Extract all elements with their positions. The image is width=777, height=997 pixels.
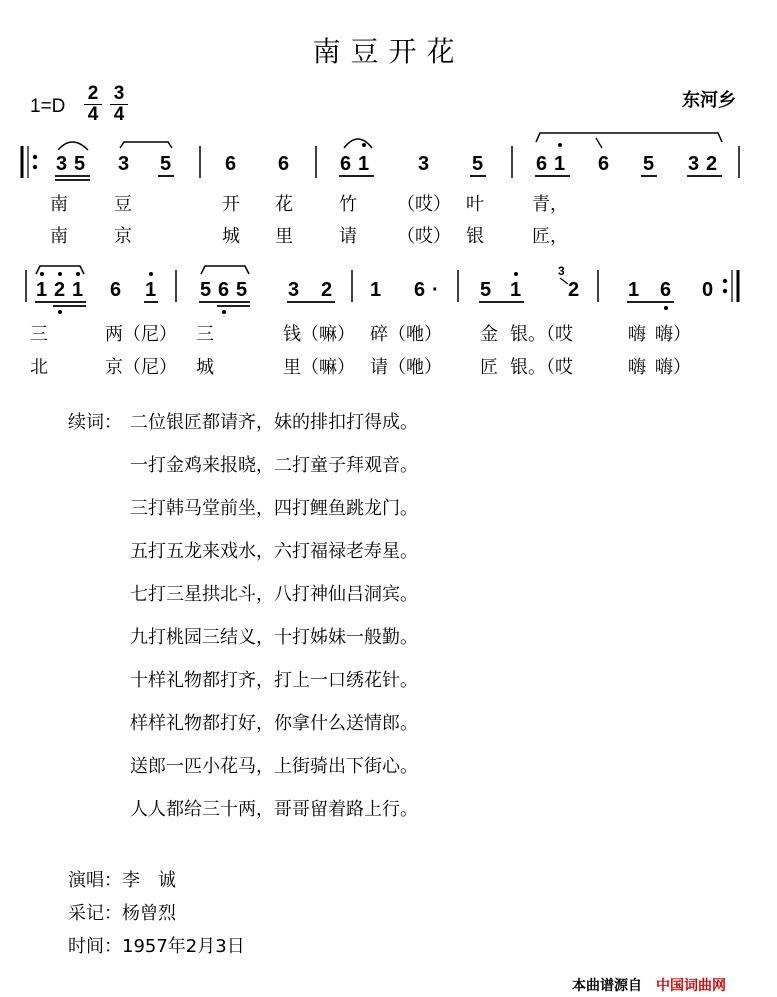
note: 1 — [628, 279, 640, 301]
page-title: 南豆开花 — [312, 35, 465, 68]
note: 5 — [200, 279, 212, 301]
lyric: （哎） — [397, 194, 451, 215]
octave-dot — [514, 272, 518, 276]
note: 6 — [110, 279, 122, 301]
note: 5 — [236, 279, 248, 301]
note: 1 — [510, 279, 522, 301]
lyric: 豆 — [114, 194, 132, 215]
note: 3 — [288, 279, 300, 301]
lyric: 金 — [480, 324, 498, 345]
region-label: 东河乡 — [682, 90, 736, 111]
note: 1 — [36, 279, 48, 301]
lyric: 两（尼） — [105, 324, 177, 345]
slur — [58, 142, 88, 150]
credit-label: 演唱： — [68, 870, 122, 891]
lyric: 匠， — [532, 226, 568, 247]
note: 5 — [480, 279, 492, 301]
key-signature: 1=D — [30, 96, 66, 117]
lyric: 城 — [222, 226, 240, 247]
note: 1 — [370, 279, 382, 301]
octave-dot — [149, 272, 153, 276]
lyric: 青， — [532, 194, 568, 215]
verse-line: 一打金鸡来报晓，二打童子拜观音。 — [130, 455, 418, 476]
breath-mark — [596, 138, 602, 148]
note: 6 — [225, 153, 237, 175]
note: 6 — [340, 153, 352, 175]
lyric: 银。（哎 — [510, 357, 573, 378]
lyric: 京（尼） — [105, 357, 177, 378]
credit-value: 李 诚 — [122, 870, 176, 891]
note: 1 — [145, 279, 157, 301]
note: 5 — [472, 153, 484, 175]
grace-slur — [560, 278, 568, 284]
note: 5 — [160, 153, 172, 175]
lyric: 里（嘛） — [283, 357, 355, 378]
lyric: 叶 — [466, 194, 484, 215]
note: 5 — [643, 153, 655, 175]
lyric: 三 — [196, 324, 214, 345]
slur-bracket — [120, 142, 172, 148]
time-signature-3-4: $\frac{3}{4}$ — [110, 84, 128, 125]
verses-label: 续词： — [68, 412, 122, 433]
lyric: 三 — [30, 324, 48, 345]
low-octave-dot — [664, 306, 668, 310]
source-text: 本曲谱源自 — [572, 978, 642, 994]
note: 3 — [118, 153, 130, 175]
note: 3 — [688, 153, 700, 175]
note: 2 — [568, 279, 580, 301]
lyric: 银。（哎 — [510, 324, 573, 345]
low-octave-dot — [222, 310, 226, 314]
lyric: 北 — [30, 357, 48, 378]
lyric: 请（咃） — [370, 357, 442, 378]
verse-line: 三打韩马堂前坐，四打鲤鱼跳龙门。 — [130, 498, 418, 519]
note: 3 — [418, 153, 430, 175]
note: 1 — [358, 153, 370, 175]
credit-label: 时间： — [68, 936, 122, 957]
low-octave-dot — [58, 310, 62, 314]
verse-line: 样样礼物都打好，你拿什么送情郎。 — [130, 713, 418, 734]
lyric: 京 — [114, 226, 132, 247]
note: 6 — [660, 279, 672, 301]
repeat-dot — [33, 165, 37, 169]
lyric: 里 — [275, 226, 293, 247]
verse-line: 七打三星拱北斗，八打神仙吕洞宾。 — [130, 584, 418, 605]
note: 2 — [321, 279, 333, 301]
lyric: 嗨） — [655, 357, 691, 378]
grace-note: 3 — [558, 264, 565, 278]
note: 2 — [706, 153, 718, 175]
lyric: 南 — [50, 226, 68, 247]
lyric: 竹 — [339, 194, 357, 215]
lyric: 匠 — [480, 357, 498, 378]
slur — [344, 139, 372, 148]
note: 6 — [218, 279, 230, 301]
lyric: 花 — [275, 194, 293, 215]
note: 6 — [278, 153, 290, 175]
octave-dot — [362, 143, 366, 147]
note: 6 — [598, 153, 610, 175]
credit-recorder — [68, 899, 176, 925]
octave-dot — [40, 272, 44, 276]
lyric: 钱（嘛） — [283, 324, 355, 345]
lyric: 嗨 — [628, 324, 646, 345]
lyric: （哎） — [397, 226, 451, 247]
source-watermark — [572, 975, 726, 995]
credit-singer — [68, 866, 176, 892]
note: 1 — [72, 279, 84, 301]
slur-bracket — [536, 133, 722, 142]
verse-line: 送郎一匹小花马，上街骑出下街心。 — [130, 756, 418, 777]
lyric: 嗨 — [628, 357, 646, 378]
lyric: 嗨） — [655, 324, 691, 345]
verse-line: 九打桃园三结义，十打姊妹一般勤。 — [130, 627, 418, 648]
note: 6 — [414, 279, 426, 301]
note: 5 — [74, 153, 86, 175]
note: 3 — [56, 153, 68, 175]
verse-line: 人人都给三十两，哥哥留着路上行。 — [130, 799, 418, 820]
lyric: 碎（咃） — [370, 324, 442, 345]
note: 2 — [54, 279, 66, 301]
octave-dot — [76, 272, 80, 276]
lyric: 南 — [50, 194, 68, 215]
repeat-dot — [723, 289, 727, 293]
verse-line: 十样礼物都打齐，打上一口绣花针。 — [130, 670, 418, 691]
note: 6 — [536, 153, 548, 175]
lyric: 城 — [196, 357, 214, 378]
slur-bracket — [201, 266, 249, 274]
credit-label: 采记： — [68, 903, 122, 924]
verse-line: 二位银匠都请齐，妹的排扣打得成。 — [130, 412, 418, 433]
repeat-dot — [723, 279, 727, 283]
augmentation-dot: · — [432, 279, 439, 301]
rest: 0 — [702, 279, 714, 301]
note: 1 — [554, 153, 566, 175]
credit-value: 杨曾烈 — [122, 903, 176, 924]
source-site: 中国词曲网 — [656, 978, 726, 994]
repeat-dot — [33, 155, 37, 159]
octave-dot — [558, 143, 562, 147]
time-signature-2-4: $\frac{2}{4}$ — [84, 84, 102, 125]
octave-dot — [58, 272, 62, 276]
lyric: 开 — [222, 194, 240, 215]
lyric: 银 — [466, 226, 484, 247]
lyric: 请 — [339, 226, 357, 247]
credit-date — [68, 932, 245, 958]
verse-line: 五打五龙来戏水，六打福禄老寿星。 — [130, 541, 418, 562]
credit-value: 1957年2月3日 — [122, 936, 245, 957]
